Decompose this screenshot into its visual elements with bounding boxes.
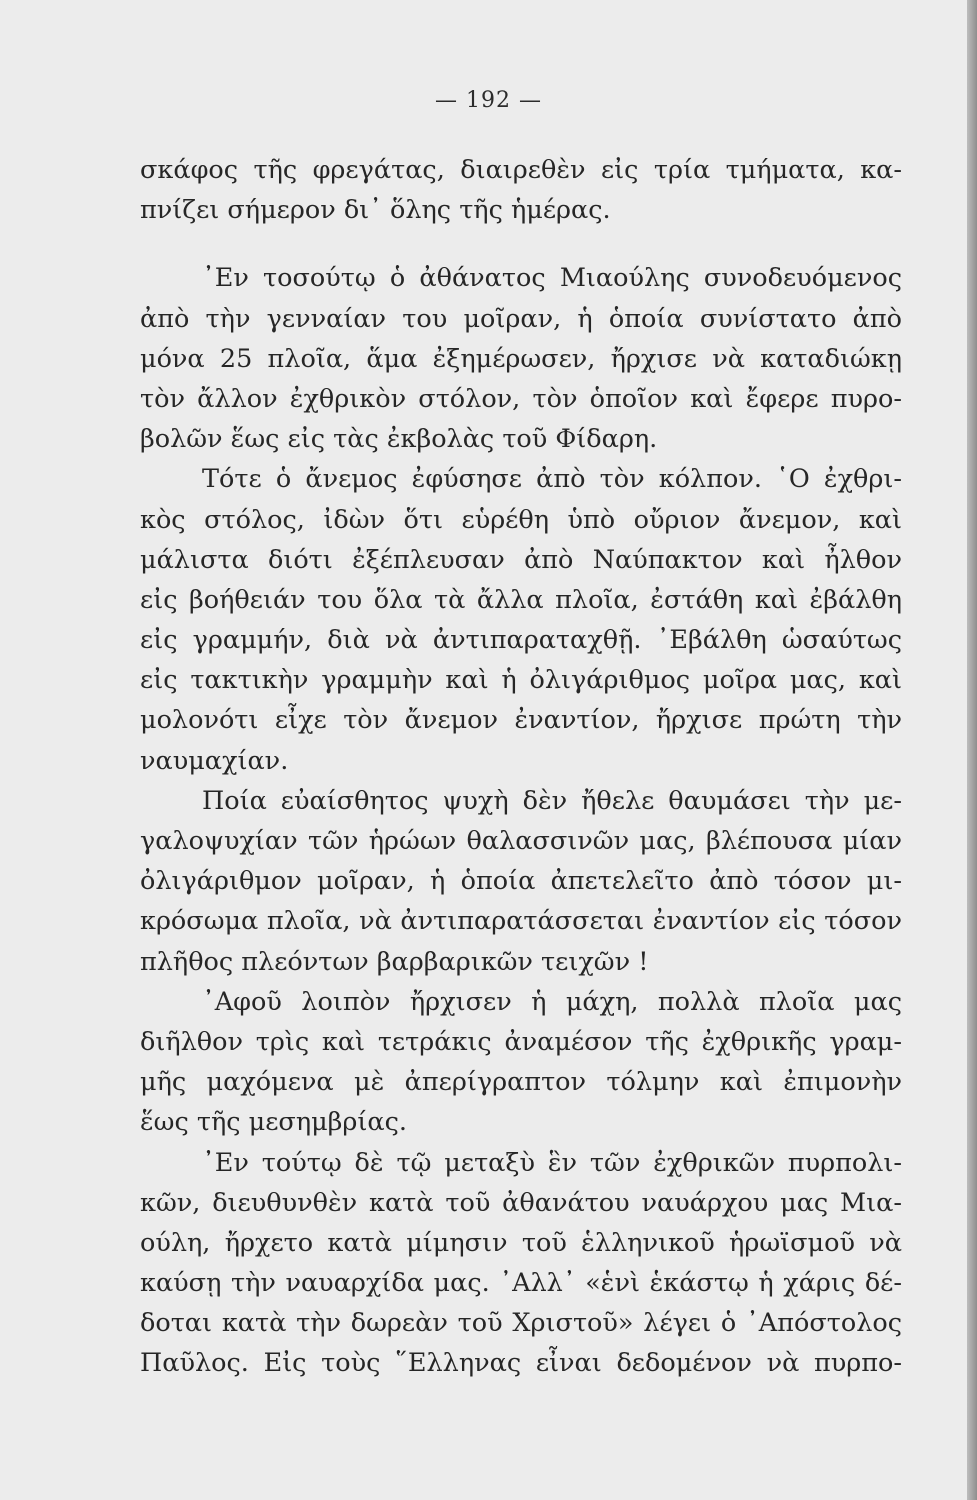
text-line: Παῦλος. Εἰς τοὺς ῞Ελληνας εἶναι δεδομένον νὰ πυρπο- bbox=[140, 1348, 902, 1379]
text-line: ᾿Εν τοσούτῳ ὁ ἀθάνατος Μιαούλης συνοδευόμενος bbox=[202, 263, 902, 294]
text-line: δοται κατὰ τὴν δωρεὰν τοῦ Χριστοῦ» λέγει ὁ ᾿Απόστολος bbox=[140, 1308, 902, 1339]
text-line: εἰς γραμμήν, διὰ νὰ ἀντιπαραταχθῇ. ᾿Εβάλθη ὡσαύτως bbox=[140, 625, 902, 656]
text-line: τὸν ἄλλον ἐχθρικὸν στόλον, τὸν ὁποῖον καὶ ἔφερε πυρο- bbox=[140, 383, 902, 414]
text-line: βολῶν ἕως εἰς τὰς ἐκβολὰς τοῦ Φίδαρη. bbox=[140, 424, 658, 455]
text-line: Τότε ὁ ἄνεμος ἐφύσησε ἀπὸ τὸν κόλπον. ῾Ο ἐχθρι- bbox=[202, 464, 902, 495]
text-line: ἀπὸ τὴν γενναίαν του μοῖραν, ἡ ὁποία συνίστατο ἀπὸ bbox=[140, 303, 902, 334]
text-line: ᾿Αφοῦ λοιπὸν ἤρχισεν ἡ μάχη, πολλὰ πλοῖα μας bbox=[202, 986, 902, 1017]
text-line: ἕως τῆς μεσημβρίας. bbox=[140, 1107, 408, 1138]
page-edge-shadow bbox=[967, 0, 977, 1500]
text-line: ούλη, ἤρχετο κατὰ μίμησιν τοῦ ἑλληνικοῦ ἡρωϊσμοῦ νὰ bbox=[140, 1227, 902, 1258]
text-line: κῶν, διευθυνθὲν κατὰ τοῦ ἀθανάτου ναυάρχου μας Μια- bbox=[140, 1187, 902, 1218]
text-line: μῆς μαχόμενα μὲ ἀπερίγραπτον τόλμην καὶ ἐπιμονὴν bbox=[140, 1067, 902, 1098]
text-line: Ποία εὐαίσθητος ψυχὴ δὲν ἤθελε θαυμάσει τὴν με- bbox=[202, 785, 902, 816]
text-line: ὀλιγάριθμον μοῖραν, ἡ ὁποία ἀπετελεῖτο ἀπὸ τόσον μι- bbox=[140, 866, 902, 897]
page-number: — 192 — bbox=[435, 88, 542, 113]
text-line: μόνα 25 πλοῖα, ἅμα ἐξημέρωσεν, ἤρχισε νὰ καταδιώκῃ bbox=[140, 343, 902, 374]
text-line: μάλιστα διότι ἐξέπλευσαν ἀπὸ Ναύπακτον καὶ ἦλθον bbox=[140, 544, 902, 575]
text-line: καύσῃ τὴν ναυαρχίδα μας. ᾿Αλλ᾿ «ἑνὶ ἑκάστῳ ἡ χάρις δέ- bbox=[140, 1268, 902, 1299]
text-line: πνίζει σήμερον δι᾿ ὅλης τῆς ἡμέρας. bbox=[140, 195, 611, 226]
text-line: διῆλθον τρὶς καὶ τετράκις ἀναμέσον τῆς ἐχθρικῆς γραμ- bbox=[140, 1026, 902, 1057]
text-line: γαλοψυχίαν τῶν ἡρώων θαλασσινῶν μας, βλέπουσα μίαν bbox=[140, 826, 902, 856]
text-line: κρόσωμα πλοῖα, νὰ ἀντιπαρατάσσεται ἐναντίον εἰς τόσον bbox=[140, 906, 902, 937]
paragraph-gap bbox=[140, 230, 902, 258]
text-line: εἰς βοήθειάν του ὅλα τὰ ἄλλα πλοῖα, ἐστάθη καὶ ἐβάλθη bbox=[140, 584, 902, 615]
text-line: μολονότι εἶχε τὸν ἄνεμον ἐναντίον, ἤρχισε πρώτη τὴν bbox=[140, 705, 902, 736]
text-line: κὸς στόλος, ἰδὼν ὅτι εὑρέθη ὑπὸ οὔριον ἄνεμον, καὶ bbox=[140, 504, 902, 535]
text-line: εἰς τακτικὴν γραμμὴν καὶ ἡ ὀλιγάριθμος μοῖρα μας, καὶ bbox=[140, 665, 902, 696]
body-text bbox=[140, 150, 902, 1384]
text-line: πλῆθος πλεόντων βαρβαρικῶν τειχῶν ! bbox=[140, 946, 649, 977]
text-line: σκάφος τῆς φρεγάτας, διαιρεθὲν εἰς τρία τμήματα, κα- bbox=[140, 155, 902, 185]
text-line: ᾿Εν τούτῳ δὲ τῷ μεταξὺ ἓν τῶν ἐχθρικῶν πυρπολι- bbox=[202, 1147, 902, 1178]
text-line: ναυμαχίαν. bbox=[140, 745, 289, 776]
